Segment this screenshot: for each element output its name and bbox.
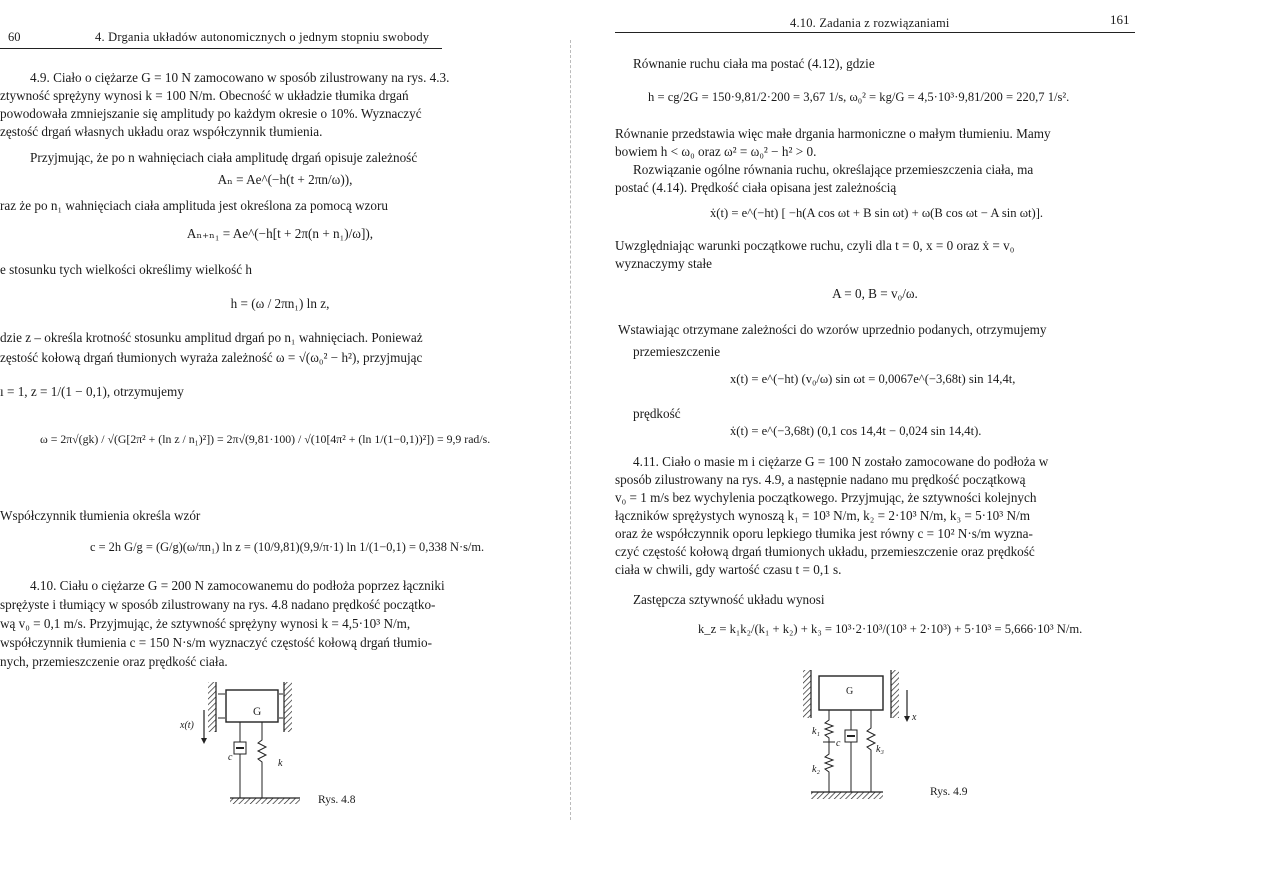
problem-4-10-line2: sprężyste i tłumiący w sposób zilustrowany na rys. 4.8 nadano prędkość początko- bbox=[0, 597, 436, 612]
equation-c: c = 2h G/g = (G/g)(ω/πn₁) ln z = (10/9,81)(9,9/π·1) ln 1/(1−0,1) = 0,338 N·s/m. bbox=[90, 540, 485, 554]
damping-text: Współczynnik tłumienia określa wzór bbox=[0, 508, 201, 523]
problem-4-9-line3: powodowała zmniejszanie się amplitudy po każdym okresie o 10%. Wyznaczyć bbox=[0, 106, 422, 121]
problem-4-11-line5: oraz że współczynnik oporu lepkiego tłumika jest równy c = 10² N·s/m wyzna- bbox=[615, 526, 1033, 541]
equation-h-omega0: h = cg/2G = 150·9,81/2·200 = 3,67 1/s, ω₀² = kg/G = 4,5·10³·9,81/200 = 220,7 1/s². bbox=[648, 90, 1070, 104]
small-oscillation-line1: Równanie przedstawia więc małe drgania harmoniczne o małym tłumieniu. Mamy bbox=[615, 126, 1051, 141]
figure-4-9-k2-label: k₂ bbox=[812, 764, 820, 775]
mass-block bbox=[226, 690, 278, 722]
equivalent-stiffness-text: Zastępcza sztywność układu wynosi bbox=[633, 592, 825, 607]
equation-omega: ω = 2π√(gk) / √(G[2π² + (ln z / n₁)²]) = 2π√(9,81·100) / √(10[4π² + (ln 1/(1−0,1))²]) = 9,9 rad/s. bbox=[40, 432, 491, 446]
assumption-text: Przyjmując, że po n wahnięciach ciała amplitudę drgań opisuje zależność bbox=[30, 150, 418, 165]
left-wall-hatch bbox=[208, 682, 216, 732]
problem-4-11-line6: czyć częstość kołową drgań tłumionych układu, przemieszczenie oraz prędkość bbox=[615, 544, 1035, 559]
right-page bbox=[600, 0, 1263, 893]
substitution-line2: przemieszczenie bbox=[633, 344, 721, 359]
problem-4-10-line1: 4.10. Ciału o ciężarze G = 200 N zamocowanemu do podłoża poprzez łączniki bbox=[30, 578, 445, 593]
equation-An: Aₙ = Ae^(−h(t + 2πn/ω)), bbox=[217, 172, 353, 187]
running-header: 4.10. Zadania z rozwiązaniami bbox=[790, 16, 950, 30]
figure-4-8 bbox=[170, 680, 310, 805]
figure-4-8-k-label: k bbox=[278, 758, 283, 769]
left-page bbox=[0, 0, 580, 893]
velocity-label: prędkość bbox=[633, 406, 681, 421]
figure-4-9-c-label: c bbox=[836, 738, 841, 749]
book-spine bbox=[570, 40, 572, 820]
solution-line2: postać (4.14). Prędkość ciała opisana jest zależnością bbox=[615, 180, 897, 195]
figure-4-9-k1-label: k₁ bbox=[812, 726, 820, 737]
gdzie-line3: ı = 1, z = 1/(1 − 0,1), otrzymujemy bbox=[0, 384, 184, 399]
problem-4-11-line1: 4.11. Ciało o masie m i ciężarze G = 100 N zostało zamocowane do podłoża w bbox=[633, 454, 1049, 469]
solution-line1: Rozwiązanie ogólne równania ruchu, określające przemieszczenia ciała, ma bbox=[633, 162, 1034, 177]
problem-4-9-line2: ztywność sprężyny wynosi k = 100 N/m. Obecność w układzie tłumika drgań bbox=[0, 88, 409, 103]
figure-4-8-caption: Rys. 4.8 bbox=[318, 794, 356, 806]
problem-4-11-line4: łączników sprężystych wynoszą k₁ = 10³ N/m, k₂ = 2·10³ N/m, k₃ = 5·10³ N/m bbox=[615, 508, 1030, 523]
problem-4-11-line3: v₀ = 1 m/s bez wychylenia początkowego. Przyjmując, że sztywności kolejnych bbox=[615, 490, 1037, 505]
equation-velocity: ẋ(t) = e^(−3,68t) (0,1 cos 14,4t − 0,024 sin 14,4t). bbox=[730, 424, 982, 438]
small-oscillation-line2: bowiem h < ω₀ oraz ω² = ω₀² − h² > 0. bbox=[615, 144, 817, 159]
figure-4-9-x-label: x bbox=[912, 712, 917, 723]
problem-4-9-line1: 4.9. Ciało o ciężarze G = 10 N zamocowano w sposób zilustrowany na rys. 4.3. bbox=[30, 70, 450, 85]
page-number: 161 bbox=[1110, 12, 1130, 27]
problem-4-10-line5: nych, przemieszczenie oraz prędkość ciała. bbox=[0, 654, 228, 669]
equation-velocity-general: ẋ(t) = e^(−ht) [ −h(A cos ωt + B sin ωt) + ω(B cos ωt − A sin ωt)]. bbox=[710, 206, 1044, 220]
equation-kz: k_z = k₁k₂/(k₁ + k₂) + k₃ = 10³·2·10³/(10³ + 2·10³) + 5·10³ = 5,666·10³ N/m. bbox=[698, 622, 1083, 636]
gdzie-line2: zęstość kołową drgań tłumionych wyraża zależność ω = √(ω₀² − h²), przyjmując bbox=[0, 350, 423, 365]
header-rule bbox=[615, 32, 1135, 33]
figure-4-9-k3-label: k₃ bbox=[876, 744, 884, 755]
problem-4-9-line4: zęstość drgań własnych układu oraz współczynnik tłumienia. bbox=[0, 124, 323, 139]
gdzie-line1: dzie z – określa krotność stosunku amplitud drgań po n₁ wahnięciach. Ponieważ bbox=[0, 330, 423, 345]
raz-text: raz że po n₁ wahnięciach ciała amplituda jest określona za pomocą wzoru bbox=[0, 198, 388, 213]
problem-4-10-line3: wą v₀ = 0,1 m/s. Przyjmując, że sztywność sprężyny wynosi k = 4,5·10³ N/m, bbox=[0, 616, 411, 631]
figure-4-8-x-label: x(t) bbox=[180, 720, 194, 731]
figure-4-9-mass-label: G bbox=[846, 686, 854, 697]
figure-4-9-caption: Rys. 4.9 bbox=[930, 786, 968, 798]
equation-displacement: x(t) = e^(−ht) (v₀/ω) sin ωt = 0,0067e^(−3,68t) sin 14,4t, bbox=[730, 372, 1016, 386]
equation-h: h = (ω / 2πn₁) ln z, bbox=[230, 296, 330, 311]
problem-4-11-line7: ciała w chwili, gdy wartość czasu t = 0,1 s. bbox=[615, 562, 842, 577]
problem-4-11-line2: sposób zilustrowany na rys. 4.9, a następnie nadano mu prędkość początkową bbox=[615, 472, 1026, 487]
substitution-line1: Wstawiając otrzymane zależności do wzorów uprzednio podanych, otrzymujemy bbox=[618, 322, 1047, 337]
right-wall-hatch bbox=[284, 682, 292, 732]
initial-cond-line2: wyznaczymy stałe bbox=[615, 256, 713, 271]
motion-eq-text: Równanie ruchu ciała ma postać (4.12), gdzie bbox=[633, 56, 875, 71]
ratio-text: e stosunku tych wielkości określimy wielkość h bbox=[0, 262, 252, 277]
page-number: 60 bbox=[8, 30, 21, 44]
figure-4-8-c-label: c bbox=[228, 752, 233, 763]
running-header: 4. Drgania układów autonomicznych o jednym stopniu swobody bbox=[95, 30, 430, 44]
equation-constants: A = 0, B = v₀/ω. bbox=[832, 286, 918, 301]
equation-Ann1: Aₙ₊ₙ₁ = Ae^(−h[t + 2π(n + n₁)/ω]), bbox=[186, 226, 374, 241]
figure-4-8-mass-label: G bbox=[253, 706, 262, 718]
initial-cond-line1: Uwzględniając warunki początkowe ruchu, czyli dla t = 0, x = 0 oraz ẋ = v₀ bbox=[615, 238, 1015, 253]
problem-4-10-line4: współczynnik tłumienia c = 150 N·s/m wyznaczyć częstość kołową drgań tłumio- bbox=[0, 635, 433, 650]
header-rule bbox=[0, 48, 442, 49]
